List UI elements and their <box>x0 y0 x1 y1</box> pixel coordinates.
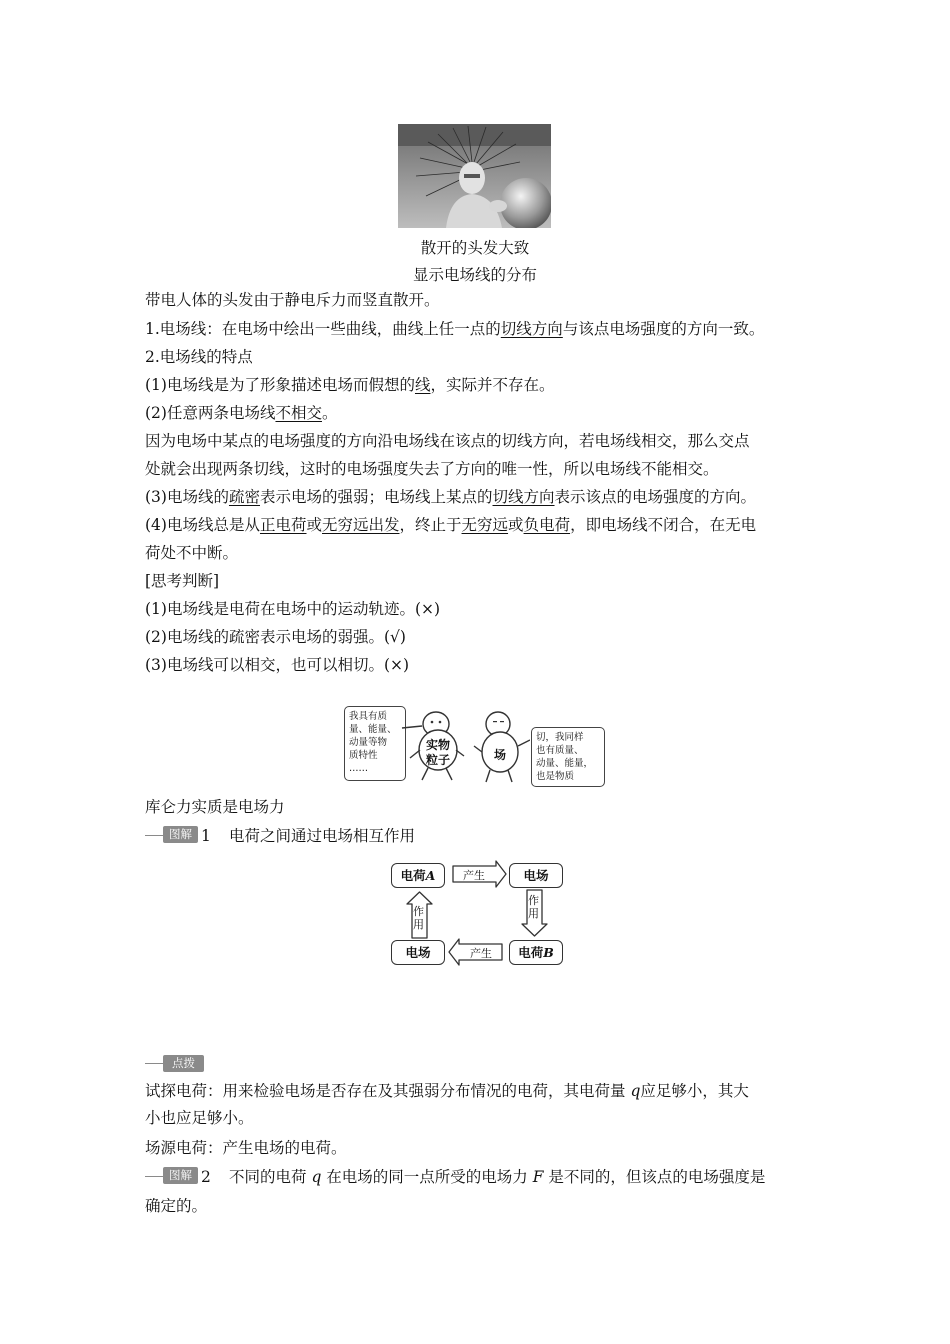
feature-1: (1)电场线是为了形象描述电场而假想的线，实际并不存在。 <box>145 376 555 394</box>
tag-line <box>145 835 165 836</box>
reason-line-1: 因为电场中某点的电场强度的方向沿电场线在该点的切线方向，若电场线相交，那么交点 <box>145 432 750 450</box>
girl-with-static-hair-photo-icon <box>398 124 551 228</box>
feature-3: (3)电场线的疏密表示电场的强弱；电场线上某点的切线方向表示该点的电场强度的方向。 <box>145 488 757 506</box>
blank-tangent-direction: 切线方向 <box>500 320 563 338</box>
definition-line: 1.电场线：在电场中绘出一些曲线，曲线上任一点的切线方向与该点电场强度的方向一致。 <box>145 320 765 338</box>
feature-4: (4)电场线总是从正电荷或无穷远出发，终止于无穷远或负电荷，即电场线不闭合，在无电 <box>145 516 757 534</box>
static-hair-photo <box>398 124 551 228</box>
cartoon-characters-icon <box>400 706 530 790</box>
tag-line <box>145 1176 165 1177</box>
test-charge-line-2: 小也应足够小。 <box>145 1109 254 1127</box>
field-bottom-box: 电场 <box>391 940 445 965</box>
particle-speech-bubble: 我具有质 量、能量、 动量等物 质特性 …… <box>344 706 406 781</box>
field-speech-bubble: 切，我同样 也有质量、 动量、能量， 也是物质 <box>531 727 605 787</box>
produce-label-top: 产生 <box>463 869 485 882</box>
tip-tag: 点拨 <box>163 1055 204 1072</box>
test-charge-line-1: 试探电荷：用来检验电场是否存在及其强弱分布情况的电荷，其电荷量 q应足够小，其大 <box>145 1082 749 1100</box>
tag-line <box>145 1063 165 1064</box>
figure-2-text-line-2: 确定的。 <box>145 1197 208 1215</box>
figure-tag: 图解 <box>163 826 198 843</box>
figure-1-number: 1 <box>201 827 211 845</box>
charge-b-box: 电荷B <box>509 940 563 965</box>
feature-2: (2)任意两条电场线不相交。 <box>145 404 338 422</box>
figure-1-title: 电荷之间通过电场相互作用 <box>229 827 416 845</box>
field-label: 场 <box>494 748 507 762</box>
act-label-left: 作 用 <box>413 905 424 931</box>
figure-tag: 图解 <box>163 1167 198 1184</box>
intro-text: 带电人体的头发由于静电斥力而竖直散开。 <box>145 291 440 309</box>
think-item: (2)电场线的疏密表示电场的弱强。(√) <box>145 628 406 646</box>
think-item: (3)电场线可以相交，也可以相切。(×) <box>145 656 410 674</box>
photo-caption-2: 显示电场线的分布 <box>412 266 537 284</box>
field-top-box: 电场 <box>509 863 563 888</box>
think-title: [思考判断] <box>145 572 220 590</box>
charge-a-box: 电荷A <box>391 863 445 888</box>
produce-label-bottom: 产生 <box>470 947 492 960</box>
feature-4-line-2: 荷处不中断。 <box>145 544 239 562</box>
figure-2-text: 不同的电荷 q 在电场的同一点所受的电场力 F 是不同的，但该点的电场强度是 <box>229 1168 766 1186</box>
figure-2-number: 2 <box>201 1168 211 1186</box>
source-charge-text: 场源电荷：产生电场的电荷。 <box>145 1139 347 1157</box>
reason-line-2: 处就会出现两条切线，这时的电场强度失去了方向的唯一性，所以电场线不能相交。 <box>145 460 719 478</box>
photo-caption-1: 散开的头发大致 <box>420 239 530 257</box>
think-item: (1)电场线是电荷在电场中的运动轨迹。(×) <box>145 600 441 618</box>
coulomb-text: 库仑力实质是电场力 <box>145 798 285 816</box>
particle-label: 实物 粒子 <box>426 738 451 767</box>
features-title: 2.电场线的特点 <box>145 348 253 366</box>
act-label-right: 作 用 <box>528 894 539 920</box>
